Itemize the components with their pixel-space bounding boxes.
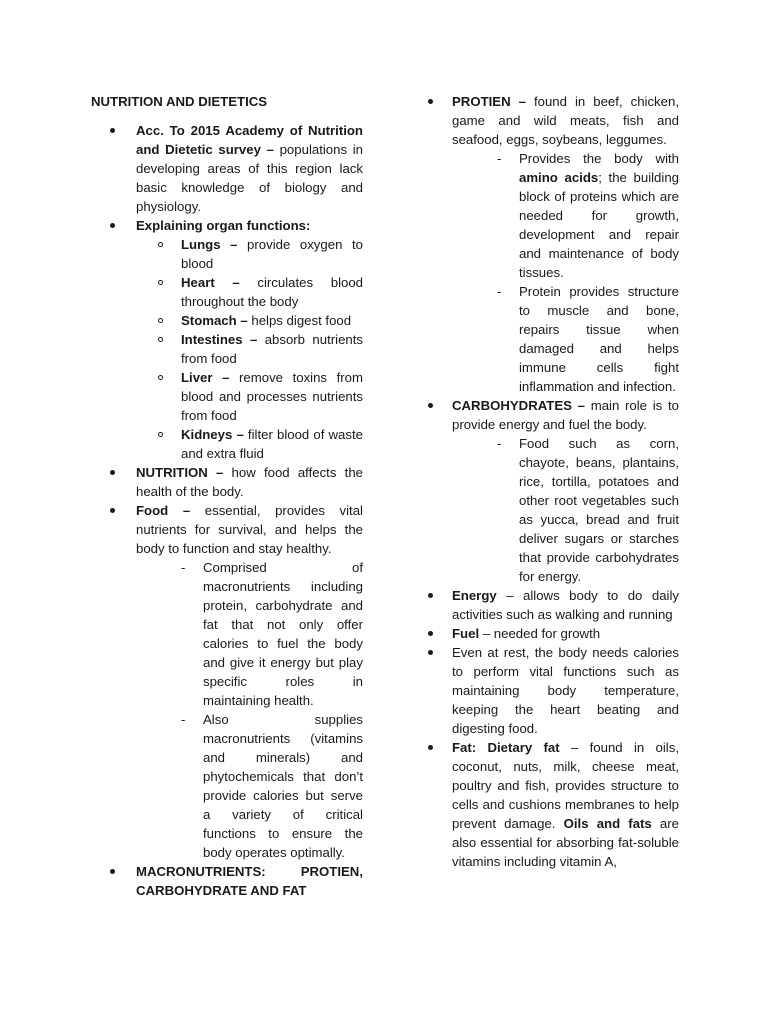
circle-bullet-icon (158, 432, 163, 437)
bullet-icon (110, 470, 115, 475)
dash-icon: - (181, 560, 186, 575)
protien-sub-item: - Provides the body with amino acids; the building block of proteins which are needed for growth, development and repair and maintenance of body tissues. (497, 151, 679, 280)
bullet-icon (428, 403, 433, 408)
list-item-carbohydrates: CARBOHYDRATES – main role is to provide energy and fuel the body. (427, 396, 679, 434)
circle-bullet-icon (158, 375, 163, 380)
circle-bullet-icon (158, 280, 163, 285)
list-item-fuel: Fuel – needed for growth (427, 624, 679, 643)
bullet-icon (428, 593, 433, 598)
left-column (91, 92, 363, 900)
dash-icon: - (181, 712, 186, 727)
bullet-icon (428, 650, 433, 655)
organ-item-kidneys: Kidneys – filter blood of waste and extra fluid (91, 425, 363, 463)
dash-icon: - (497, 151, 502, 166)
organ-item-liver: Liver – remove toxins from blood and processes nutrients from food (91, 368, 363, 425)
bullet-icon (110, 508, 115, 513)
bullet-icon (110, 128, 115, 133)
bullet-icon (428, 745, 433, 750)
organ-item-intestines: Intestines – absorb nutrients from food (91, 330, 363, 368)
list-item-food: Food – essential, provides vital nutrients for survival, and helps the body to function and stay healthy. (91, 501, 363, 558)
organ-item-lungs: Lungs – provide oxygen to blood (91, 235, 363, 273)
list-item-macronutrients: MACRONUTRIENTS: PROTIEN, CARBOHYDRATE AND FAT (91, 862, 363, 900)
right-list (427, 92, 679, 871)
protien-sub-item: - Protein provides structure to muscle and bone, repairs tissue when damaged and helps immune cells fight inflammation and infection. (497, 284, 679, 394)
food-sub-item: - Also supplies macronutrients (vitamins and minerals) and phytochemicals that don’t provide calories but serve a variety of critical functions to ensure the body operates optimally. (181, 712, 363, 860)
organ-item-heart: Heart – circulates blood throughout the body (91, 273, 363, 311)
list-item-organs: Explaining organ functions: (91, 216, 363, 235)
document-title: NUTRITION AND DIETETICS (91, 94, 268, 109)
bullet-icon (428, 99, 433, 104)
list-item-fat: Fat: Dietary fat – found in oils, coconut, nuts, milk, cheese meat, poultry and fish, provides structure to cells and cushions membranes to help prevent damage. Oils and fats are also essential for absorbing fat-soluble vitamins including vitamin A, (427, 738, 679, 871)
bullet-icon (110, 869, 115, 874)
right-column (427, 92, 679, 871)
circle-bullet-icon (158, 242, 163, 247)
bullet-icon (110, 223, 115, 228)
list-item-academy: Acc. To 2015 Academy of Nutrition and Dietetic survey – populations in developing areas of this region lack basic knowledge of biology and physiology. (91, 121, 363, 216)
circle-bullet-icon (158, 337, 163, 342)
dash-icon: - (497, 436, 502, 451)
food-sub-item: - Comprised of macronutrients including protein, carbohydrate and fat that not only offer calories to fuel the body and give it energy but play specific roles in maintaining health. (181, 560, 363, 708)
carbs-sub-item: - Food such as corn, chayote, beans, plantains, rice, tortilla, potatoes and other root vegetables such as yucca, bread and fruit deliver sugars or starches that provide carbohydrates for energy. (497, 436, 679, 584)
list-item-rest: Even at rest, the body needs calories to perform vital functions such as maintaining body temperature, keeping the heart beating and digesting food. (427, 643, 679, 738)
organ-item-stomach: Stomach – helps digest food (91, 311, 363, 330)
circle-bullet-icon (158, 318, 163, 323)
list-item-protien: PROTIEN – found in beef, chicken, game and wild meats, fish and seafood, eggs, soybeans, leggumes. (427, 92, 679, 149)
list-item-nutrition: NUTRITION – how food affects the health of the body. (91, 463, 363, 501)
main-list (91, 121, 363, 900)
bullet-icon (428, 631, 433, 636)
dash-icon: - (497, 284, 502, 299)
list-item-energy: Energy – allows body to do daily activities such as walking and running (427, 586, 679, 624)
